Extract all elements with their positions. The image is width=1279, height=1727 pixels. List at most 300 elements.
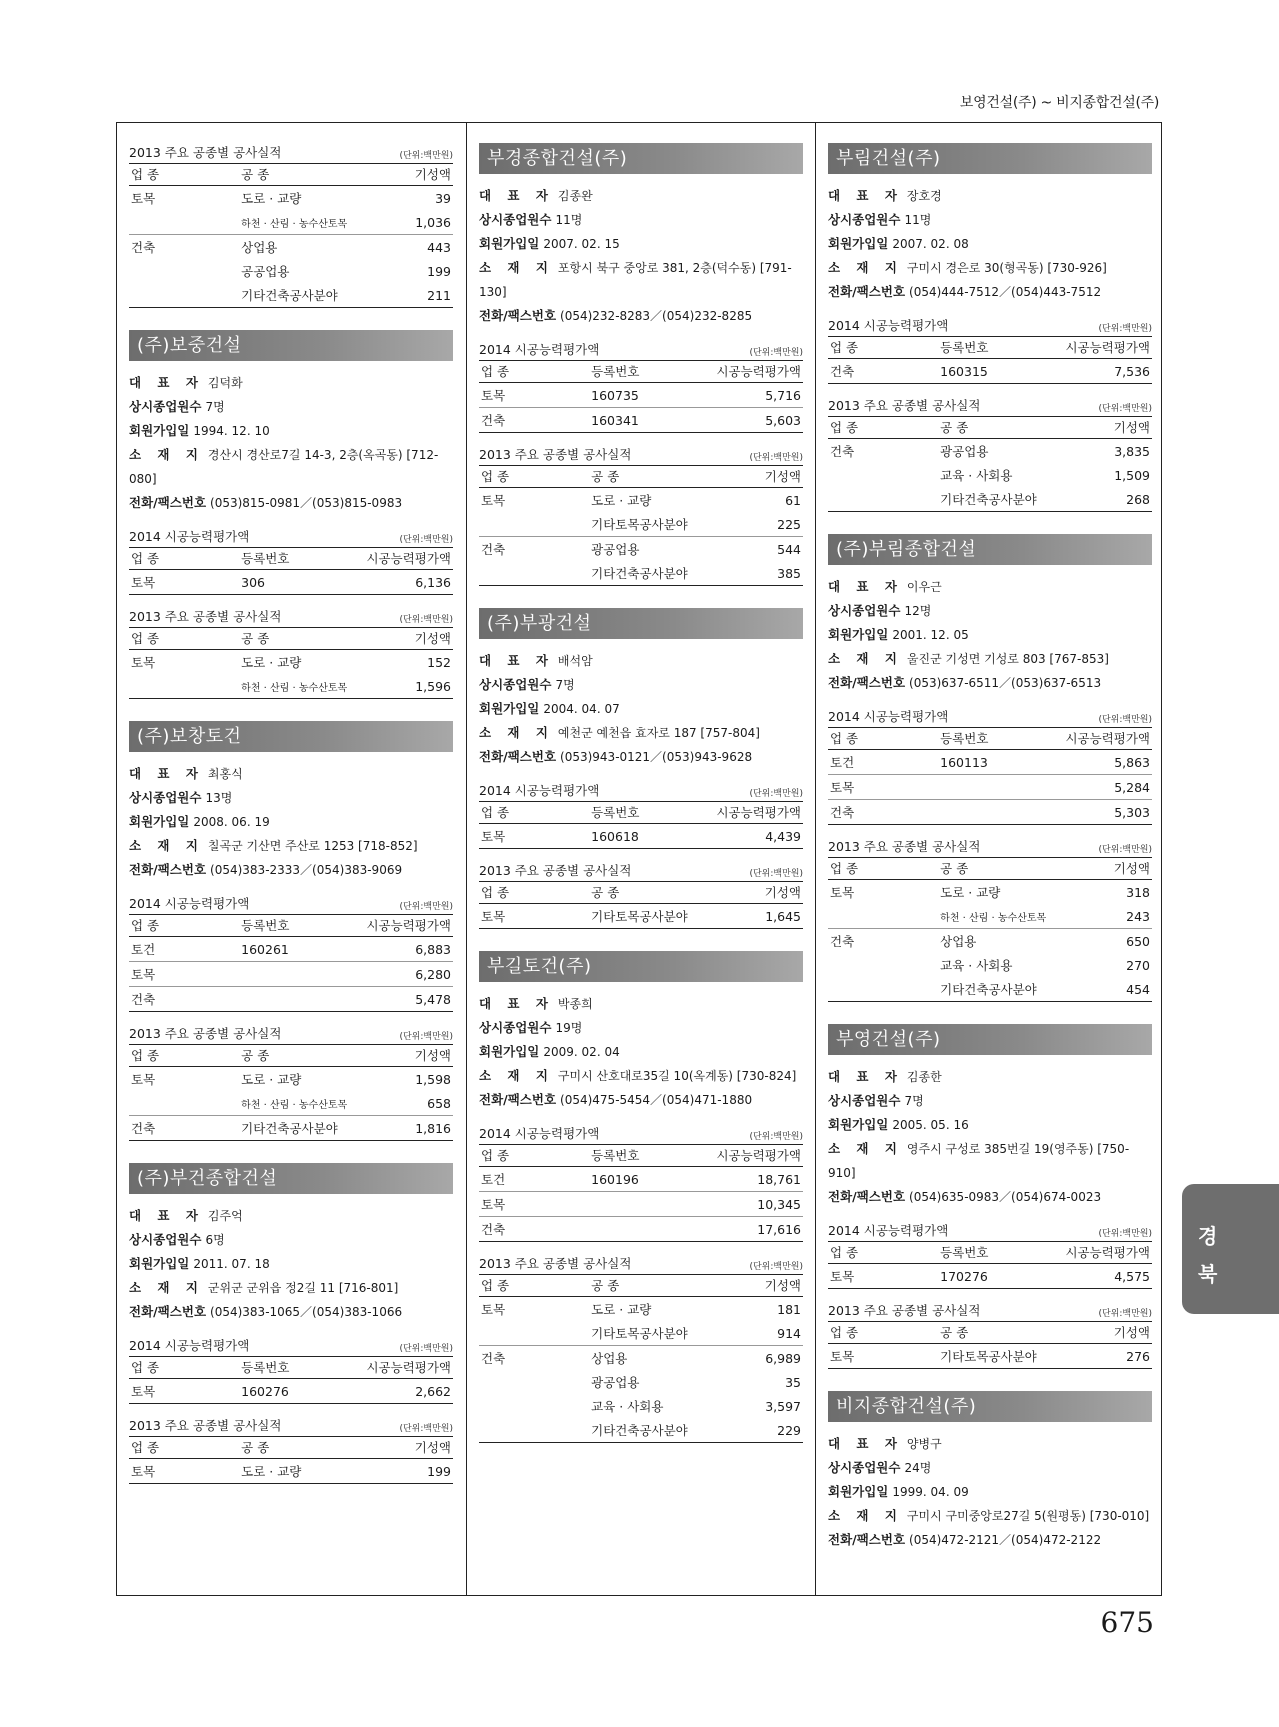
performance-table	[129, 1436, 453, 1484]
company-info	[479, 649, 803, 769]
info-value: 구미시 구미중앙로27길 5(원평동) [730-010]	[906, 1509, 1150, 1523]
table-row	[479, 1192, 803, 1217]
info-value: 장호경	[906, 189, 942, 203]
table-header	[479, 466, 803, 488]
header-cell: 공 종	[589, 1275, 706, 1297]
header-cell: 업 종	[479, 361, 589, 383]
info-label: 전화/팩스번호	[479, 1092, 557, 1107]
cell-value: 10,345	[706, 1192, 803, 1217]
cell-type	[129, 210, 239, 235]
cell-value: 268	[1055, 487, 1152, 512]
info-label: 대 표 자	[479, 996, 554, 1011]
table-row	[479, 1394, 803, 1418]
header-cell: 시공능력평가액	[1055, 337, 1152, 359]
cell-type: 토목	[481, 388, 506, 403]
info-value: 김종한	[906, 1070, 942, 1084]
info-value: 6명	[205, 1233, 225, 1247]
cell-item: 하천 · 산림 · 농수산토목	[239, 674, 356, 699]
cell-type: 건축	[129, 987, 239, 1012]
info-joined	[828, 232, 1152, 256]
table-title: 2013 주요 공종별 공사실적	[828, 398, 981, 413]
header-cell: 공 종	[239, 164, 356, 186]
table-header	[129, 628, 453, 650]
table-title-row	[129, 143, 453, 163]
info-label: 소 재 지	[828, 1141, 903, 1156]
table-row	[828, 880, 1152, 905]
table-title-row	[129, 894, 453, 914]
header-cell: 기성액	[356, 164, 453, 186]
cell-item: 광공업용	[591, 1375, 640, 1390]
cell-item: 상업용	[589, 1346, 706, 1371]
cell-item: 광공업용	[589, 537, 706, 562]
cell-type: 토목	[828, 1344, 938, 1369]
cell-value: 385	[706, 561, 803, 586]
info-address	[479, 1064, 803, 1088]
cell-value: 5,303	[1055, 800, 1152, 825]
header-cell: 등록번호	[239, 1357, 356, 1379]
unit-note: (단위:백만원)	[1098, 404, 1152, 414]
info-label: 회원가입일	[479, 236, 540, 251]
info-value: (054)383-2333／(054)383-9069	[210, 863, 403, 877]
info-phone	[479, 1088, 803, 1112]
cell-type	[129, 259, 239, 283]
info-joined	[479, 697, 803, 721]
company-entry	[129, 721, 453, 1141]
table-title-row	[129, 1024, 453, 1044]
region-tab-line2: 북	[1198, 1262, 1218, 1286]
header-cell: 시공능력평가액	[356, 548, 453, 570]
table-title: 2014 시공능력평가액	[129, 529, 250, 544]
cell-item: 하천 · 산림 · 농수산토목	[241, 218, 348, 230]
table-row	[479, 408, 803, 433]
cell-value: 1,598	[415, 1071, 451, 1087]
cell-item: 하천 · 산림 · 농수산토목	[940, 912, 1047, 924]
info-value: 2011. 07. 18	[193, 1257, 270, 1271]
table-title-row	[828, 1301, 1152, 1321]
company-entry	[828, 534, 1152, 1002]
info-label: 회원가입일	[479, 1044, 540, 1059]
company-info	[129, 371, 453, 515]
info-value: 경산시 경산로7길 14-3, 2층(옥곡동) [712-080]	[129, 448, 439, 486]
info-label: 대 표 자	[828, 188, 903, 203]
cell-value: 270	[1126, 957, 1150, 973]
table-title-row	[129, 527, 453, 547]
cell-item: 도로 · 교량	[241, 1072, 302, 1087]
header-cell: 업 종	[129, 1437, 239, 1459]
table-title: 2014 시공능력평가액	[129, 1338, 250, 1353]
table-title-row	[129, 1416, 453, 1436]
info-value: (054)383-1065／(054)383-1066	[210, 1305, 403, 1319]
header-cell: 업 종	[828, 858, 938, 880]
info-ceo	[129, 762, 453, 786]
company-entry	[479, 143, 803, 586]
table-row	[479, 1321, 803, 1346]
info-ceo	[479, 649, 803, 673]
table-title: 2013 주요 공종별 공사실적	[129, 609, 282, 624]
info-phone	[129, 491, 453, 515]
cell-item	[938, 800, 1055, 825]
performance-table	[828, 1321, 1152, 1369]
cell-value: 199	[356, 1459, 453, 1484]
cell-item: 기타건축공사분야	[938, 977, 1055, 1002]
info-joined	[479, 1040, 803, 1064]
info-label: 소 재 지	[479, 1068, 554, 1083]
info-label: 대 표 자	[828, 1436, 903, 1451]
cell-item: 상업용	[239, 235, 356, 260]
cell-value: 1,509	[1114, 467, 1150, 483]
info-value: 24명	[904, 1461, 932, 1475]
header-cell: 기성액	[706, 882, 803, 904]
company-info	[828, 575, 1152, 695]
cell-value: 61	[785, 492, 801, 508]
info-address	[828, 647, 1152, 671]
info-label: 소 재 지	[828, 260, 903, 275]
table-row	[828, 359, 1152, 384]
header-cell: 시공능력평가액	[706, 802, 803, 824]
company-entry	[479, 608, 803, 929]
header-cell: 시공능력평가액	[356, 1357, 453, 1379]
header-cell: 등록번호	[938, 1242, 1055, 1264]
cell-type	[479, 1321, 589, 1346]
unit-note: (단위:백만원)	[399, 1424, 453, 1434]
cell-value: 39	[435, 190, 451, 206]
info-value: 구미시 경은로 30(형곡동) [730-926]	[906, 261, 1107, 275]
header-cell: 업 종	[479, 466, 589, 488]
cell-type	[828, 977, 938, 1002]
cell-value: 225	[777, 516, 801, 532]
cell-type: 토목	[479, 904, 589, 929]
info-value: 김종완	[557, 189, 593, 203]
info-label: 회원가입일	[129, 423, 190, 438]
cell-value: 276	[1055, 1344, 1152, 1369]
cell-item: 160341	[589, 408, 706, 433]
header-cell: 등록번호	[239, 548, 356, 570]
cell-item: 도로 · 교량	[241, 191, 302, 206]
header-cell: 업 종	[129, 548, 239, 570]
table-row	[479, 1217, 803, 1242]
table-header	[129, 1357, 453, 1379]
header-cell: 기성액	[706, 1275, 803, 1297]
performance-table	[479, 465, 803, 586]
table-row	[129, 1091, 453, 1116]
cell-item: 기타토목공사분야	[938, 1344, 1055, 1369]
info-label: 대 표 자	[129, 1208, 204, 1223]
table-header	[828, 337, 1152, 359]
info-label: 상시종업원수	[129, 790, 202, 805]
header-cell: 업 종	[828, 1242, 938, 1264]
cell-type	[479, 1418, 589, 1443]
cell-item: 160276	[239, 1379, 356, 1404]
info-value: 이우근	[906, 580, 942, 594]
unit-note: (단위:백만원)	[1098, 845, 1152, 855]
info-label: 회원가입일	[479, 701, 540, 716]
performance-table	[828, 416, 1152, 512]
table-row	[479, 824, 803, 849]
cell-item: 상업용	[938, 929, 1055, 954]
info-label: 소 재 지	[129, 838, 204, 853]
column-divider	[815, 123, 816, 1595]
table-row	[129, 1459, 453, 1484]
company-name: 부경종합건설(주)	[479, 143, 803, 174]
cell-item	[239, 962, 356, 987]
header-cell: 공 종	[239, 628, 356, 650]
table-title-row	[828, 396, 1152, 416]
unit-note: (단위:백만원)	[749, 453, 803, 463]
cell-value: 18,761	[757, 1171, 801, 1187]
table-title-row	[479, 1254, 803, 1274]
unit-note: (단위:백만원)	[1098, 324, 1152, 334]
info-value: 2009. 02. 04	[543, 1045, 620, 1059]
info-value: 배석암	[557, 654, 593, 668]
cell-value: 2,662	[356, 1379, 453, 1404]
column-1	[129, 143, 453, 1484]
cell-type: 토목	[479, 824, 589, 849]
header-cell: 업 종	[129, 1357, 239, 1379]
table-title: 2014 시공능력평가액	[479, 783, 600, 798]
unit-note: (단위:백만원)	[749, 869, 803, 879]
header-cell: 시공능력평가액	[706, 1145, 803, 1167]
info-value: 군위군 군위읍 정2길 11 [716-801]	[207, 1281, 399, 1295]
info-label: 전화/팩스번호	[828, 1532, 906, 1547]
table-row	[129, 674, 453, 699]
table-header	[129, 164, 453, 186]
table-header	[479, 361, 803, 383]
cell-type: 건축	[129, 235, 239, 260]
info-label: 상시종업원수	[828, 603, 901, 618]
table-header	[828, 728, 1152, 750]
info-value: (054)635-0983／(054)674-0023	[909, 1190, 1102, 1204]
table-title-row	[479, 340, 803, 360]
table-title: 2014 시공능력평가액	[129, 896, 250, 911]
company-info	[828, 1432, 1152, 1552]
column-divider	[466, 123, 467, 1595]
cell-type: 토목	[129, 570, 239, 595]
table-row	[129, 570, 453, 595]
capacity-table	[828, 727, 1152, 825]
cell-type	[828, 463, 938, 487]
info-label: 대 표 자	[479, 188, 554, 203]
performance-table	[479, 1274, 803, 1443]
info-label: 회원가입일	[828, 1484, 889, 1499]
cell-item	[239, 987, 356, 1012]
performance-table	[479, 881, 803, 929]
cell-item: 도로 · 교량	[591, 1302, 652, 1317]
table-row	[828, 439, 1152, 464]
info-employees	[479, 673, 803, 697]
cell-type: 토목	[830, 885, 855, 900]
cell-type: 토건	[131, 942, 156, 957]
cell-item: 160261	[241, 941, 289, 957]
info-employees	[828, 599, 1152, 623]
info-label: 회원가입일	[828, 236, 889, 251]
info-label: 대 표 자	[129, 375, 204, 390]
cell-value: 5,478	[356, 987, 453, 1012]
unit-note: (단위:백만원)	[399, 902, 453, 912]
info-label: 소 재 지	[828, 1508, 903, 1523]
cell-type: 건축	[830, 444, 855, 459]
table-title-row	[828, 1221, 1152, 1241]
cell-item: 160618	[589, 824, 706, 849]
cell-value: 4,439	[706, 824, 803, 849]
cell-value: 454	[1055, 977, 1152, 1002]
info-address	[129, 1276, 453, 1300]
info-phone	[129, 858, 453, 882]
table-header	[479, 1275, 803, 1297]
info-joined	[129, 1252, 453, 1276]
table-row	[129, 186, 453, 211]
cell-type: 토목	[129, 1459, 239, 1484]
page-number: 675	[1100, 1606, 1154, 1639]
table-title: 2014 시공능력평가액	[479, 1126, 600, 1141]
header-cell: 업 종	[479, 1275, 589, 1297]
cell-item: 160196	[591, 1171, 639, 1187]
info-ceo	[129, 1204, 453, 1228]
cell-type: 토목	[131, 191, 156, 206]
cell-value: 199	[427, 263, 451, 279]
cell-value: 544	[706, 537, 803, 562]
info-phone	[479, 304, 803, 328]
table-row	[828, 977, 1152, 1002]
cell-value: 181	[777, 1301, 801, 1317]
header-cell: 공 종	[239, 1437, 356, 1459]
info-label: 상시종업원수	[828, 1093, 901, 1108]
column-2	[479, 143, 803, 1443]
info-label: 소 재 지	[479, 725, 554, 740]
info-label: 대 표 자	[828, 579, 903, 594]
company-info	[828, 1065, 1152, 1209]
table-header	[828, 417, 1152, 439]
company-info	[479, 184, 803, 328]
header-cell: 등록번호	[589, 802, 706, 824]
company-info	[129, 1204, 453, 1324]
info-value: 예천군 예천읍 효자로 187 [757-804]	[557, 726, 760, 740]
cell-item: 기타토목공사분야	[591, 1326, 688, 1341]
cell-value: 5,863	[1114, 754, 1150, 770]
cell-item: 160113	[940, 754, 988, 770]
info-value: 1994. 12. 10	[193, 424, 270, 438]
cell-item: 공공업용	[241, 264, 290, 279]
cell-value: 1,036	[415, 214, 451, 230]
info-phone	[828, 1528, 1152, 1552]
table-title: 2013 주요 공종별 공사실적	[129, 145, 282, 160]
info-value: 2008. 06. 19	[193, 815, 270, 829]
info-employees	[129, 1228, 453, 1252]
info-label: 상시종업원수	[828, 1460, 901, 1475]
cell-item: 160315	[938, 359, 1055, 384]
table-row	[828, 800, 1152, 825]
table-row	[129, 1379, 453, 1404]
table-header	[828, 1322, 1152, 1344]
info-value: 구미시 산호대로35길 10(옥계동) [730-824]	[557, 1069, 797, 1083]
cell-item: 도로 · 교량	[239, 1459, 356, 1484]
unit-note: (단위:백만원)	[399, 535, 453, 545]
info-label: 회원가입일	[129, 814, 190, 829]
info-ceo	[129, 371, 453, 395]
cell-item: 170276	[938, 1264, 1055, 1289]
info-phone	[828, 671, 1152, 695]
info-joined	[828, 1113, 1152, 1137]
table-row	[828, 487, 1152, 512]
table-row	[479, 904, 803, 929]
capacity-table	[129, 1356, 453, 1404]
cell-type	[479, 512, 589, 537]
info-value: 12명	[904, 604, 932, 618]
cell-value: 152	[427, 654, 451, 670]
cell-item: 기타건축공사분야	[589, 561, 706, 586]
cell-value: 35	[785, 1374, 801, 1390]
cell-value: 443	[356, 235, 453, 260]
table-row	[479, 1346, 803, 1371]
table-row	[479, 512, 803, 537]
cell-type: 토건	[830, 755, 855, 770]
info-ceo	[828, 1065, 1152, 1089]
info-value: (054)472-2121／(054)472-2122	[909, 1533, 1102, 1547]
header-cell: 업 종	[479, 882, 589, 904]
table-row	[129, 210, 453, 235]
info-value: 2004. 04. 07	[543, 702, 620, 716]
cell-value: 3,597	[765, 1398, 801, 1414]
table-row	[828, 1344, 1152, 1369]
header-cell: 기성액	[706, 466, 803, 488]
cell-item: 기타건축공사분야	[239, 1116, 356, 1141]
cell-type: 건축	[479, 408, 589, 433]
cell-type: 토목	[479, 1192, 589, 1217]
page-frame	[116, 122, 1162, 1596]
header-cell: 업 종	[828, 1322, 938, 1344]
cell-value: 4,575	[1055, 1264, 1152, 1289]
info-value: 2005. 05. 16	[892, 1118, 969, 1132]
header-cell: 업 종	[828, 728, 938, 750]
table-row	[828, 463, 1152, 487]
info-value: 7명	[555, 678, 575, 692]
info-value: 최홍식	[207, 767, 243, 781]
info-address	[129, 443, 453, 491]
info-label: 회원가입일	[828, 627, 889, 642]
table-row	[129, 1067, 453, 1092]
column-3	[828, 143, 1152, 1552]
info-label: 전화/팩스번호	[828, 675, 906, 690]
cell-type: 건축	[828, 800, 938, 825]
info-address	[129, 834, 453, 858]
cell-item: 교육 · 사회용	[940, 468, 1013, 483]
company-entry	[828, 1024, 1152, 1369]
table-header	[828, 858, 1152, 880]
table-title-row	[479, 861, 803, 881]
header-cell: 등록번호	[239, 915, 356, 937]
header-cell: 시공능력평가액	[706, 361, 803, 383]
table-row	[129, 235, 453, 260]
header-cell: 업 종	[828, 417, 938, 439]
info-label: 상시종업원수	[129, 399, 202, 414]
cell-value: 211	[356, 283, 453, 308]
cell-value: 229	[706, 1418, 803, 1443]
info-value: 2007. 02. 08	[892, 237, 969, 251]
cell-type: 건축	[828, 359, 938, 384]
cell-type: 건축	[479, 537, 589, 562]
table-title-row	[828, 707, 1152, 727]
cell-value: 650	[1055, 929, 1152, 954]
info-value: 7명	[904, 1094, 924, 1108]
cell-type: 토목	[481, 493, 506, 508]
info-value: 1999. 04. 09	[892, 1485, 969, 1499]
info-phone	[828, 280, 1152, 304]
info-value: 2001. 12. 05	[892, 628, 969, 642]
cell-type	[129, 283, 239, 308]
cell-item: 광공업용	[940, 444, 989, 459]
cell-type: 건축	[479, 1217, 589, 1242]
table-row	[479, 1418, 803, 1443]
unit-note: (단위:백만원)	[399, 151, 453, 161]
